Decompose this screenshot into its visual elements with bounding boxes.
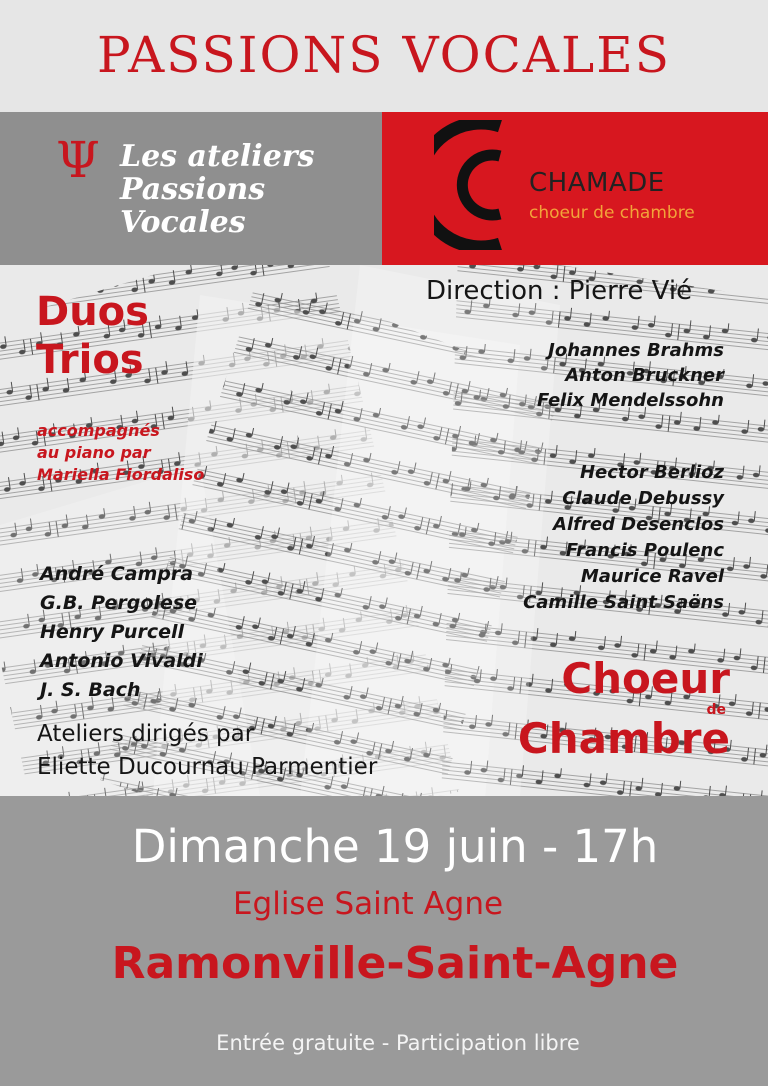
right-composer-list-2 [523,460,724,616]
event-venue-wrap [0,886,768,922]
ateliers-logo-panel [0,112,382,265]
composer-name: Felix Mendelssohn [537,390,724,411]
composer-name: Anton Bruckner [565,365,724,386]
right-composer-list-1 [537,338,724,413]
event-date: Dimanche 19 juin - 17h [131,820,659,873]
composer-name: Claude Debussy [562,488,724,509]
composer-name: Hector Berlioz [579,462,724,483]
direction-line: Eliette Ducournau Parmentier [37,754,378,780]
composer-name: Francis Poulenc [565,540,724,561]
composer-name: André Campra [40,563,194,585]
event-city: Ramonville-Saint-Agne [111,938,679,989]
composer-name: Camille Saint Saëns [523,592,724,613]
composer-name: Johannes Brahms [548,340,724,361]
chamade-name: CHAMADE [529,168,665,198]
left-composer-list [40,560,203,705]
heading-line: Duos [36,289,149,335]
chamade-logo-icon [434,120,506,250]
choeur-de-chambre-heading [518,654,730,762]
ateliers-logo-text [120,140,314,239]
entry-info: Entrée gratuite - Participation libre [216,1031,580,1055]
accompaniment-note [37,420,204,486]
choeur-line: Choeur [561,654,730,703]
psi-logo-icon: Ψ [56,131,100,189]
choeur-line: Chambre [517,714,730,763]
chamade-logo-panel [382,112,768,265]
poster-title: PASSIONS VOCALES [97,26,671,84]
event-venue: Eglise Saint Agne [232,886,504,922]
accompaniment-line: accompagnés [37,421,160,440]
chamade-subtitle: choeur de chambre [529,203,695,223]
direction-line: Ateliers dirigés par [37,721,255,747]
accompaniment-line: au piano par [37,443,151,462]
ateliers-line: Les ateliers [120,139,315,174]
composer-name: Antonio Vivaldi [40,650,203,672]
choeur-line: de [706,702,726,718]
ateliers-line: Vocales [120,205,246,240]
title-banner [0,0,768,112]
composer-name: J. S. Bach [40,679,141,701]
ateliers-direction [37,718,377,784]
composer-name: G.B. Pergolese [40,592,198,614]
heading-line: Trios [36,337,144,383]
ateliers-line: Passions [120,172,266,207]
composer-name: Maurice Ravel [580,566,724,587]
duos-trios-heading [36,288,149,384]
accompaniment-line: Mariella Fiordaliso [37,465,205,484]
composer-name: Henry Purcell [40,621,185,643]
composer-name: Alfred Desenclos [553,514,724,535]
choir-direction: Direction : Pierre Vié [426,276,693,306]
